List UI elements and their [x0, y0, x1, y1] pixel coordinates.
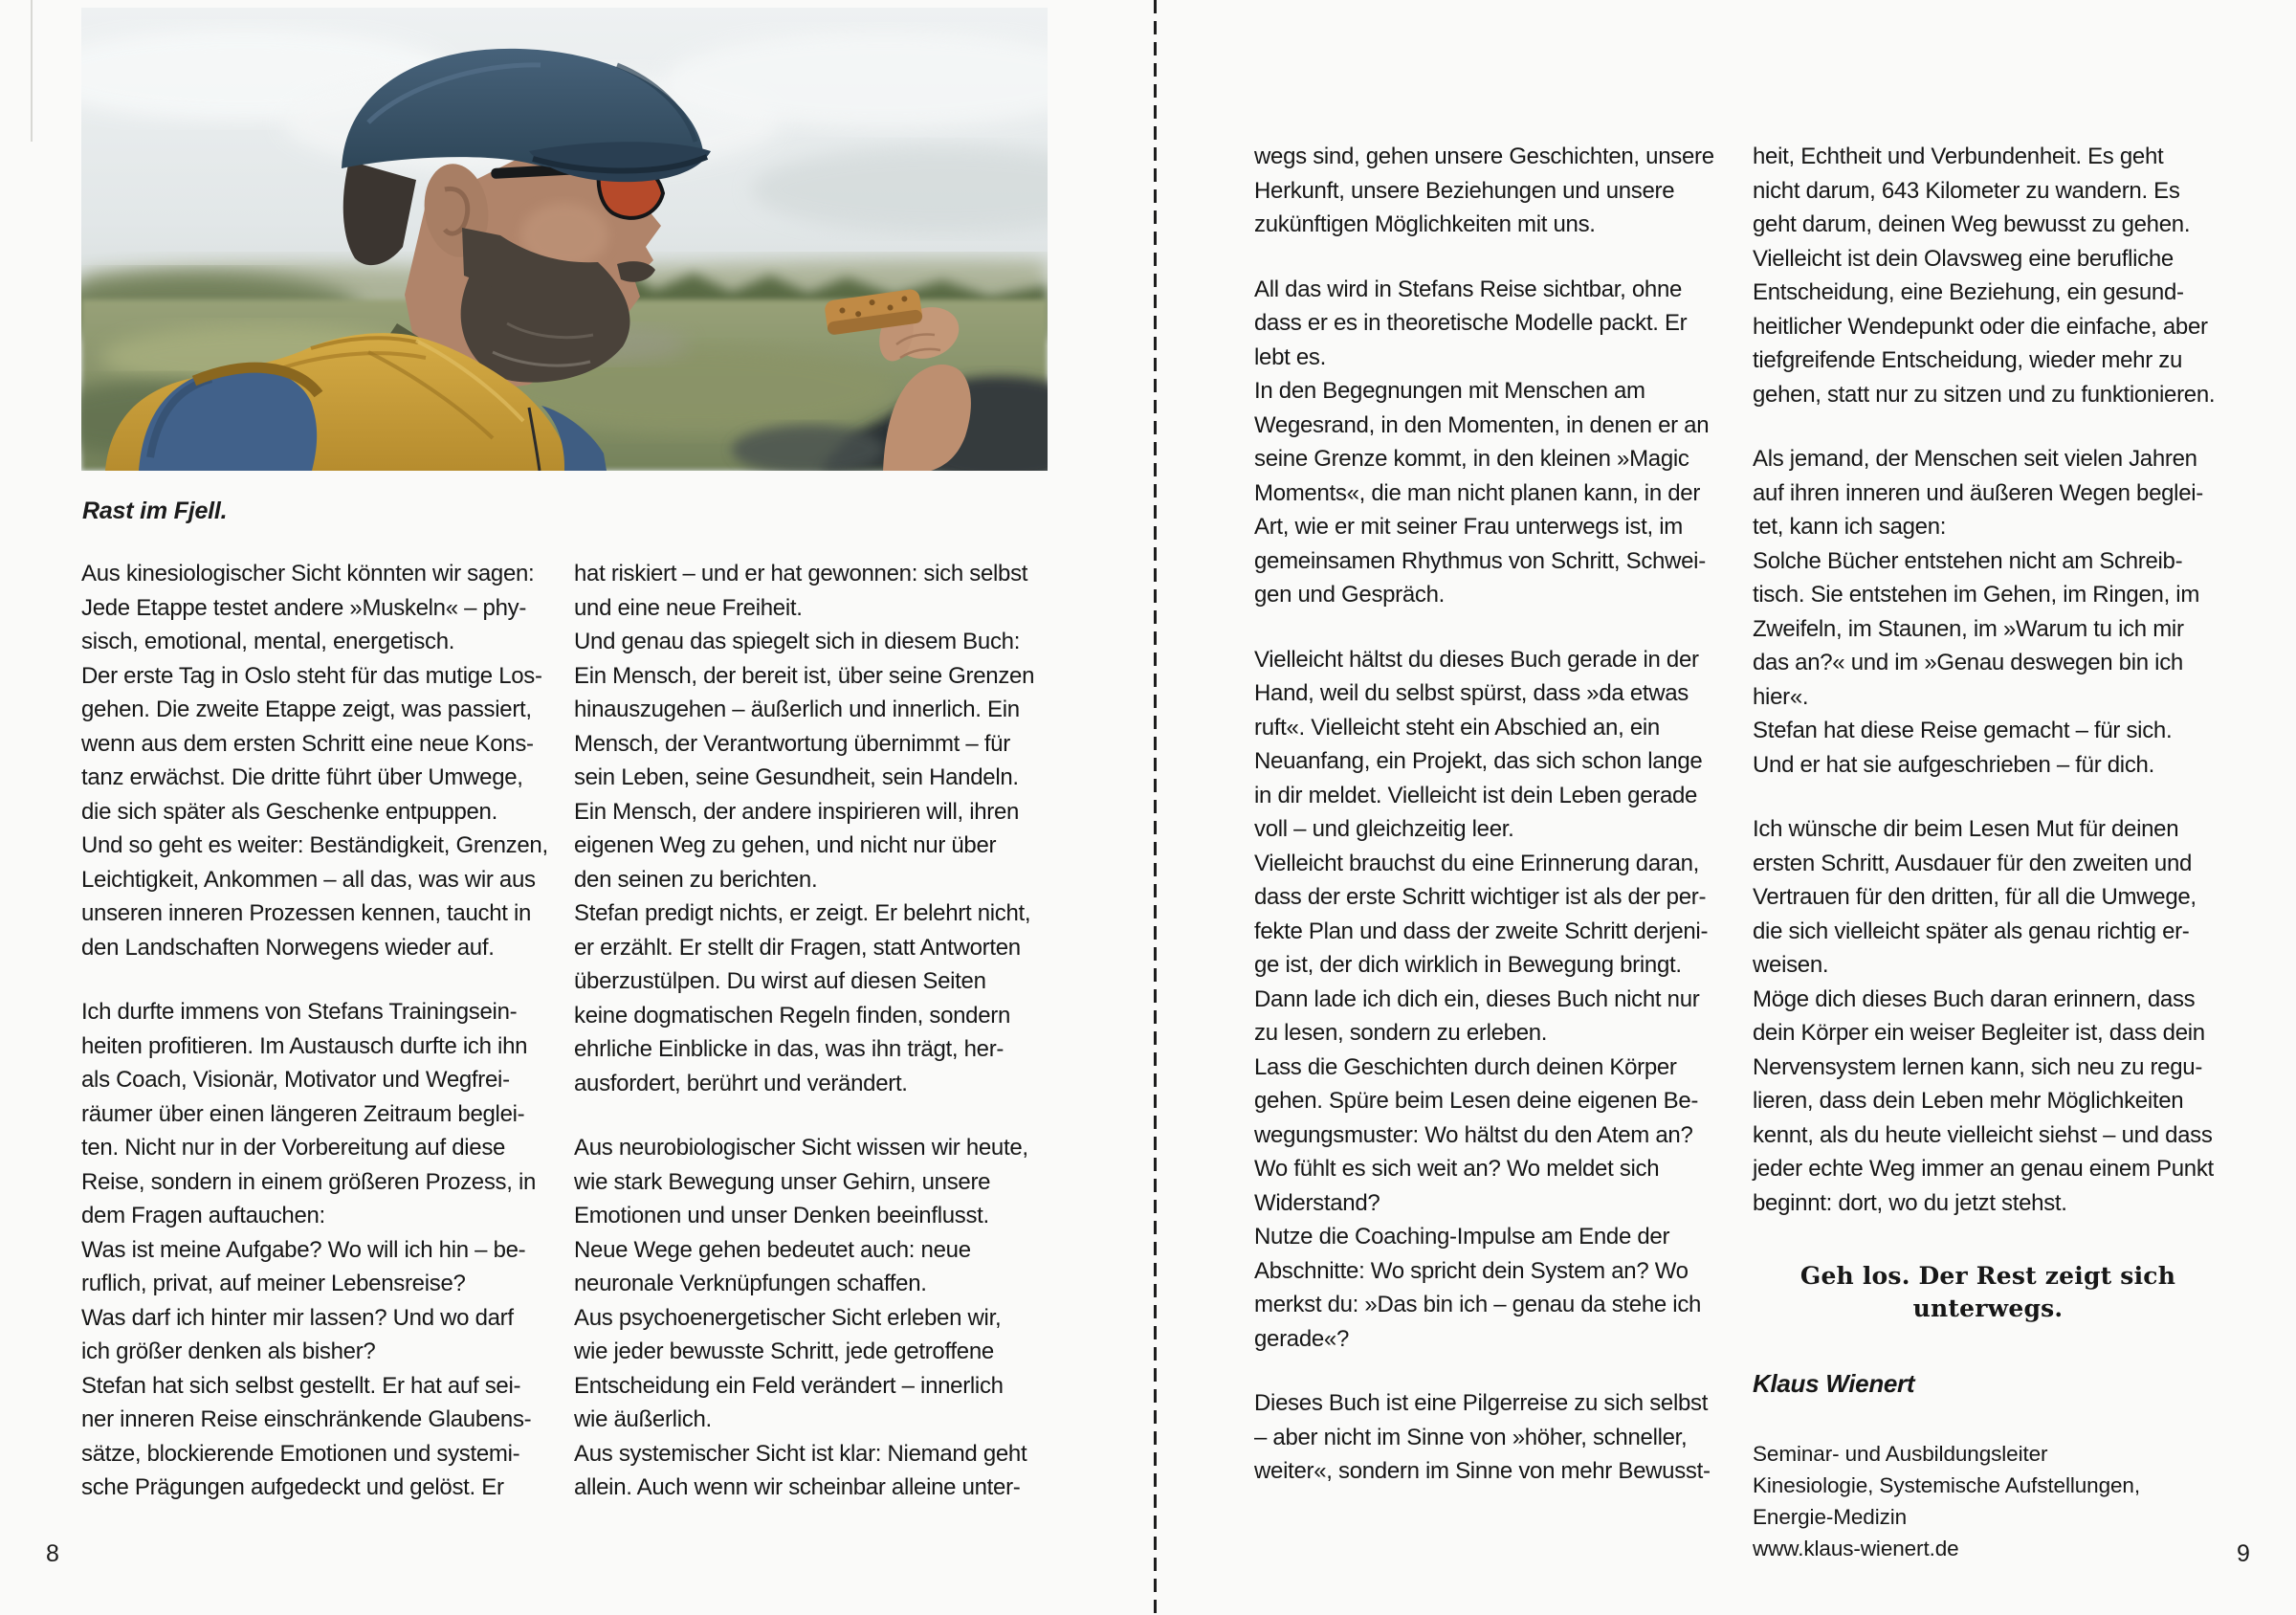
text-line: auf ihren inneren und äußeren Wegen beglei- [1753, 479, 2203, 506]
text-line: lebt es. [1254, 343, 1326, 370]
text-line: Zweifeln, im Staunen, im »Warum tu ich mir [1753, 615, 2184, 642]
right-page-column-1 [1254, 140, 1725, 1489]
text-line: zu lesen, sondern zu erleben. [1254, 1020, 1548, 1046]
text-line: – aber nicht im Sinne von »höher, schneller, [1254, 1424, 1688, 1450]
text-line: ersten Schritt, Ausdauer für den zweiten und [1753, 850, 2193, 876]
text-line: und eine neue Freiheit. [574, 594, 803, 621]
text-line: hat riskiert – und er hat gewonnen: sich selbst [574, 561, 1028, 586]
text-line: weisen. [1753, 952, 1829, 978]
text-line: tet, kann ich sagen: [1753, 514, 1947, 540]
text-line: Hand, weil du selbst spürst, dass »da etwas [1254, 680, 1689, 706]
text-line: allein. Auch wenn wir scheinbar alleine unter- [574, 1474, 1021, 1500]
photo-illustration [81, 8, 1048, 471]
text-line: ich größer denken als bisher? [81, 1338, 376, 1364]
page-number-left: 8 [46, 1540, 59, 1567]
text-line: ner inneren Reise einschränkende Glaubens- [81, 1406, 532, 1432]
text-line: Stefan predigt nichts, er zeigt. Er belehrt nicht, [574, 900, 1031, 926]
text-line: sätze, blockierende Emotionen und systemi- [81, 1440, 520, 1467]
text-line: unseren inneren Prozessen kennen, taucht in [81, 900, 532, 926]
text-line: seine Grenze kommt, in den kleinen »Magic [1254, 446, 1689, 472]
text-line: Entscheidung, eine Beziehung, ein gesund- [1753, 279, 2184, 305]
text-line: Was ist meine Aufgabe? Wo will ich hin – be- [81, 1236, 526, 1263]
text-line: ten. Nicht nur in der Vorbereitung auf diese [81, 1135, 506, 1161]
text-line: das an?« und im »Genau deswegen bin ich [1753, 650, 2183, 675]
page-number-right: 9 [2237, 1540, 2250, 1567]
text-line: dass er es in theoretische Modelle packt. Er [1254, 310, 1688, 336]
text-line: Abschnitte: Wo spricht dein System an? Wo [1254, 1257, 1689, 1284]
text-line: dein Körper ein weiser Begleiter ist, dass dein [1753, 1020, 2205, 1046]
text-line: Herkunft, unsere Beziehungen und unsere [1254, 177, 1675, 204]
text-line: heit, Echtheit und Verbundenheit. Es geht [1753, 144, 2164, 169]
text-line: Ein Mensch, der bereit ist, über seine Grenzen [574, 662, 1035, 689]
text-line: Seminar- und Ausbildungsleiter [1753, 1441, 2048, 1466]
text-line: Möge dich dieses Buch daran erinnern, dass [1753, 985, 2196, 1012]
text-line: Aus kinesiologischer Sicht könnten wir sagen: [81, 561, 535, 586]
text-line: hinauszugehen – äußerlich und innerlich. Ein [574, 697, 1020, 722]
text-line: gerade«? [1254, 1325, 1350, 1352]
text-line: überzustülpen. Du wirst auf diesen Seiten [574, 968, 986, 994]
text-line: eigenen Weg zu gehen, und nicht nur über [574, 832, 997, 858]
text-line: wie stark Bewegung unser Gehirn, unsere [574, 1168, 991, 1195]
text-line: nicht darum, 643 Kilometer zu wandern. Es [1753, 177, 2180, 204]
text-line: Neuanfang, ein Projekt, das sich schon lange [1254, 748, 1703, 774]
text-line: den seinen zu berichten. [574, 866, 818, 893]
text-line: Neue Wege gehen bedeutet auch: neue [574, 1236, 971, 1263]
text-line: Kinesiologie, Systemische Aufstellungen, [1753, 1472, 2140, 1497]
paragraph [81, 557, 552, 964]
text-line: Und er hat sie aufgeschrieben – für dich. [1753, 751, 2154, 778]
text-line: Aus neurobiologischer Sicht wissen wir heute, [574, 1135, 1028, 1161]
text-line: jeder echte Weg immer an genau einem Punkt [1753, 1156, 2214, 1182]
text-line: wie jeder bewusste Schritt, jede getroffene [574, 1338, 994, 1364]
text-line: als Coach, Visionär, Motivator und Wegfrei- [81, 1067, 510, 1093]
page-fold-dashed-divider [1154, 0, 1157, 1615]
text-line: Mensch, der Verantwortung übernimmt – für [574, 730, 1010, 757]
paragraph [1254, 273, 1725, 612]
text-line: Widerstand? [1254, 1189, 1380, 1216]
text-line: ausfordert, berührt und verändert. [574, 1070, 908, 1096]
text-line: dass der erste Schritt wichtiger ist als der per- [1254, 884, 1707, 910]
text-line: neuronale Verknüpfungen schaffen. [574, 1271, 927, 1296]
text-line: zukünftigen Möglichkeiten mit uns. [1254, 211, 1596, 237]
text-line: All das wird in Stefans Reise sichtbar, ohne [1254, 276, 1683, 302]
paragraph [1254, 643, 1725, 1357]
text-line: wenn aus dem ersten Schritt eine neue Kons- [81, 730, 534, 757]
text-line: Entscheidung ein Feld verändert – innerlich [574, 1372, 1004, 1399]
text-line: Wegesrand, in den Momenten, in denen er an [1254, 411, 1710, 438]
text-line: Leichtigkeit, Ankommen – all das, was wir aus [81, 866, 536, 893]
paragraph [1753, 140, 2223, 411]
text-line: ruft«. Vielleicht steht ein Abschied an, ein [1254, 714, 1660, 741]
text-line: gen und Gespräch. [1254, 582, 1446, 608]
text-line: lieren, dass dein Leben mehr Möglichkeiten [1753, 1088, 2184, 1114]
text-line: die sich später als Geschenke entpuppen. [81, 798, 497, 825]
text-line: Reise, sondern in einem größeren Prozess, in [81, 1168, 537, 1195]
paragraph [1254, 1386, 1725, 1489]
text-line: Ich durfte immens von Stefans Trainingsein- [81, 999, 518, 1025]
text-line: Moments«, die man nicht planen kann, in der [1254, 479, 1701, 506]
text-line: Aus systemischer Sicht ist klar: Niemand geht [574, 1440, 1027, 1467]
text-line: wie äußerlich. [574, 1406, 712, 1432]
text-line: Wo fühlt es sich weit an? Wo meldet sich [1254, 1156, 1660, 1182]
text-line: fekte Plan und dass der zweite Schritt derjeni- [1254, 918, 1709, 944]
paragraph [1753, 1438, 2223, 1564]
paragraph [574, 557, 1045, 1100]
text-line: Jede Etappe testet andere »Muskeln« – phy- [81, 594, 527, 621]
text-line: Vielleicht ist dein Olavsweg eine berufliche [1753, 245, 2174, 272]
text-line: Solche Bücher entstehen nicht am Schreib- [1753, 547, 2183, 574]
text-line: ge ist, der dich wirklich in Bewegung bringt. [1254, 952, 1682, 978]
text-line: wegungsmuster: Wo hältst du den Atem an? [1254, 1121, 1693, 1148]
text-line: Dann lade ich dich ein, dieses Buch nicht nur [1254, 985, 1700, 1012]
text-line: er erzählt. Er stellt dir Fragen, statt Antworten [574, 934, 1021, 961]
text-line: räumer über einen längeren Zeitraum beglei- [81, 1100, 525, 1127]
text-line: wegs sind, gehen unsere Geschichten, unsere [1254, 144, 1714, 169]
paragraph [1753, 1260, 2223, 1325]
text-line: Und genau das spiegelt sich in diesem Buch: [574, 629, 1021, 654]
text-line: heiten profitieren. Im Austausch durfte ich ihn [81, 1032, 528, 1059]
text-line: Ein Mensch, der andere inspirieren will, ihren [574, 798, 1020, 825]
text-line: die sich vielleicht später als genau richtig er- [1753, 918, 2190, 944]
text-line: kennt, als du heute vielleicht siehst – und dass [1753, 1121, 2213, 1148]
text-line: gehen, statt nur zu sitzen und zu funktionieren. [1753, 381, 2216, 408]
text-line: Als jemand, der Menschen seit vielen Jahren [1753, 446, 2197, 472]
text-line: Aus psychoenergetischer Sicht erleben wir, [574, 1304, 1002, 1331]
text-line: Geh los. Der Rest zeigt sich unterwegs. [1799, 1262, 2176, 1322]
text-line: gemeinsamen Rhythmus von Schritt, Schwei- [1254, 547, 1706, 574]
text-line: heitlicher Wendepunkt oder die einfache, aber [1753, 313, 2208, 340]
paragraph [1753, 1367, 2223, 1402]
text-line: tiefgreifende Entscheidung, wieder mehr zu [1753, 347, 2183, 373]
text-line: Art, wie er mit seiner Frau unterwegs ist, im [1254, 514, 1683, 540]
text-line: Dieses Buch ist eine Pilgerreise zu sich selbst [1254, 1390, 1709, 1416]
text-line: voll – und gleichzeitig leer. [1254, 816, 1514, 842]
text-line: Energie-Medizin [1753, 1504, 1908, 1529]
text-line: Vielleicht brauchst du eine Erinnerung daran, [1254, 850, 1700, 876]
scan-edge-artifact [31, 0, 33, 142]
text-line: in dir meldet. Vielleicht ist dein Leben gerade [1254, 782, 1698, 808]
text-line: gehen. Spüre beim Lesen deine eigenen Be- [1254, 1088, 1699, 1114]
text-line: ruflich, privat, auf meiner Lebensreise? [81, 1271, 466, 1296]
text-line: gehen. Die zweite Etappe zeigt, was passiert, [81, 697, 532, 722]
text-line: Der erste Tag in Oslo steht für das mutige Los- [81, 662, 542, 689]
paragraph [1753, 812, 2223, 1220]
paragraph [81, 995, 552, 1505]
text-line: tisch. Sie entstehen im Gehen, im Ringen, im [1753, 582, 2200, 608]
text-line: Stefan hat diese Reise gemacht – für sich. [1753, 718, 2173, 743]
text-line: Vielleicht hältst du dieses Buch gerade in der [1254, 646, 1699, 673]
left-page-column-1 [81, 557, 552, 1505]
photo-caption: Rast im Fjell. [82, 498, 228, 524]
text-line: dem Fragen auftauchen: [81, 1203, 325, 1228]
text-line: den Landschaften Norwegens wieder auf. [81, 934, 495, 961]
text-line: Und so geht es weiter: Beständigkeit, Grenzen, [81, 832, 548, 858]
text-line: hier«. [1753, 683, 1809, 710]
left-page-column-2 [574, 557, 1045, 1505]
text-line: Stefan hat sich selbst gestellt. Er hat auf sei- [81, 1372, 521, 1399]
text-line: merkst du: »Das bin ich – genau da stehe ich [1254, 1292, 1702, 1317]
text-line: Klaus Wienert [1753, 1369, 1915, 1398]
right-page-column-2 [1753, 140, 2223, 1564]
text-line: Emotionen und unser Denken beeinflusst. [574, 1203, 989, 1228]
text-line: Vertrauen für den dritten, für all die Umwege, [1753, 884, 2197, 910]
text-line: geht darum, deinen Weg bewusst zu gehen. [1753, 211, 2191, 237]
text-line: keine dogmatischen Regeln finden, sondern [574, 1002, 1011, 1029]
text-line: ehrliche Einblicke in das, was ihn trägt, her- [574, 1036, 1004, 1062]
text-line: Lass die Geschichten durch deinen Körper [1254, 1053, 1677, 1080]
hero-photo [81, 8, 1048, 471]
text-line: In den Begegnungen mit Menschen am [1254, 378, 1645, 404]
text-line: Nervensystem lernen kann, sich neu zu regu- [1753, 1053, 2203, 1080]
paragraph [1254, 140, 1725, 242]
text-line: Was darf ich hinter mir lassen? Und wo darf [81, 1304, 514, 1331]
paragraph [1753, 442, 2223, 782]
paragraph [574, 1131, 1045, 1505]
text-line: sein Leben, seine Gesundheit, sein Handeln. [574, 764, 1019, 790]
text-line: weiter«, sondern im Sinne von mehr Bewusst- [1254, 1458, 1711, 1484]
text-line: sisch, emotional, mental, energetisch. [81, 629, 455, 654]
text-line: Nutze die Coaching-Impulse am Ende der [1254, 1224, 1670, 1250]
text-line: beginnt: dort, wo du jetzt stehst. [1753, 1189, 2067, 1216]
text-line: sche Prägungen aufgedeckt und gelöst. Er [81, 1474, 504, 1500]
text-line: www.klaus-wienert.de [1753, 1536, 1959, 1560]
text-line: Ich wünsche dir beim Lesen Mut für deinen [1753, 816, 2179, 842]
text-line: tanz erwächst. Die dritte führt über Umwege, [81, 764, 523, 790]
